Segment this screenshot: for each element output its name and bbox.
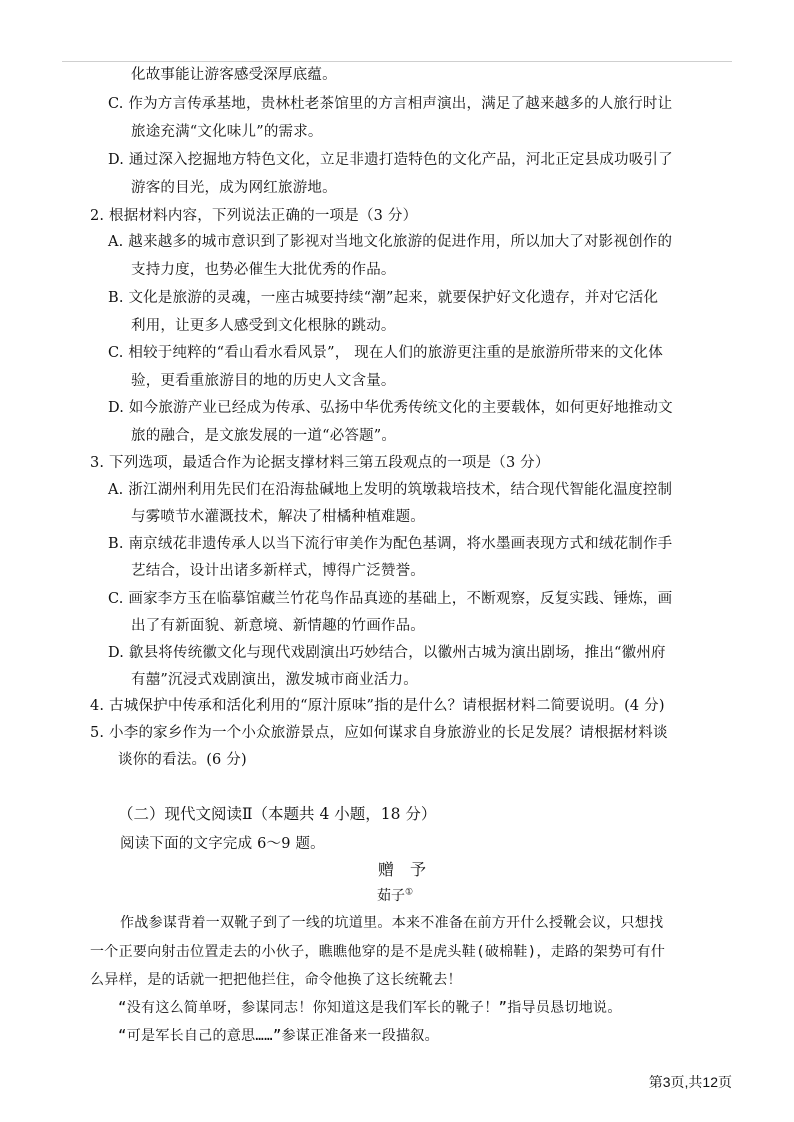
q2-option-b-line2: 利用，让更多人感受到文化根脉的跳动。 xyxy=(131,318,396,334)
author-footnote-marker: ① xyxy=(405,887,414,898)
story-p1-line3: 么异样，是的话就一把把他拦住，命令他换了这长统靴去！ xyxy=(90,972,462,988)
story-title: 赠 予 xyxy=(378,860,427,879)
story-p1-line1: 作战参谋背着一双靴子到了一线的坑道里。本来不准备在前方开什么授靴会议，只想找 xyxy=(120,915,664,931)
page-number: 第3页,共12页 xyxy=(648,1074,732,1090)
q3-option-d-line1: D. 歙县将传统徽文化与现代戏剧演出巧妙结合，以徽州古城为演出剧场，推出“徽州府 xyxy=(108,645,666,661)
q3-option-b-line1: B. 南京绒花非遗传承人以当下流行审美作为配色基调，将水墨画表现方式和绒花制作手 xyxy=(108,536,673,552)
q2-option-c-line1: C. 相较于纯粹的“看山看水看风景”， 现在人们的旅游更注重的是旅游所带来的文化体 xyxy=(108,345,663,361)
q1-option-c-line1: C. 作为方言传承基地，贵林杜老茶馆里的方言相声演出，满足了越来越多的人旅行时让 xyxy=(108,96,673,112)
story-p1-line2: 一个正要向射击位置走去的小伙子，瞧瞧他穿的是不是虎头鞋(破棉鞋)，走路的架势可有什 xyxy=(90,944,666,960)
q2-option-b-line1: B. 文化是旅游的灵魂，一座古城要持续“潮”起来，就要保护好文化遗存，并对它活化 xyxy=(108,290,659,306)
q2-option-a-line1: A. 越来越多的城市意识到了影视对当地文化旅游的促进作用，所以加大了对影视创作的 xyxy=(108,234,673,250)
q2-option-d-line2: 旅的融合，是文旅发展的一道“必答题”。 xyxy=(131,428,397,444)
q3-option-a-line1: A. 浙江湖州利用先民们在沿海盐碱地上发明的筑墩栽培技术，结合现代智能化温度控制 xyxy=(108,482,673,498)
story-p2: “没有这么简单呀，参谋同志！你知道这是我们军长的靴子！”指导员恳切地说。 xyxy=(118,1000,622,1016)
q3-option-d-line2: 有囍”沉浸式戏剧演出，激发城市商业活力。 xyxy=(131,672,418,688)
header-rule xyxy=(62,61,732,62)
q1-option-d-line2: 游客的目光，成为网红旅游地。 xyxy=(131,180,337,196)
author-name: 茹子 xyxy=(377,888,405,904)
q2-stem: 2. 根据材料内容，下列说法正确的一项是（3 分） xyxy=(90,208,418,224)
q2-option-d-line1: D. 如今旅游产业已经成为传承、弘扬中华优秀传统文化的主要载体，如何更好地推动文 xyxy=(108,400,673,416)
story-author xyxy=(377,886,413,906)
q5-stem-line1: 5. 小李的家乡作为一个小众旅游景点，应如何谋求自身旅游业的长足发展？请根据材料谈 xyxy=(90,725,668,741)
q3-option-c-line1: C. 画家李方玉在临摹馆藏兰竹花鸟作品真迹的基础上，不断观察，反复实践、锤炼，画 xyxy=(108,591,673,607)
q3-option-a-line2: 与雾喷节水灌溉技术，解决了柑橘种植难题。 xyxy=(131,509,425,525)
story-p3: “可是军长自己的意思……”参谋正准备来一段描叙。 xyxy=(118,1028,439,1044)
q1-option-c-line2: 旅途充满“文化味儿”的需求。 xyxy=(131,124,323,140)
section-instruction: 阅读下面的文字完成 6～9 题。 xyxy=(120,836,325,852)
q5-stem-line2: 谈你的看法。(6 分) xyxy=(118,752,247,768)
q3-option-c-line2: 出了有新面貌、新意境、新情趣的竹画作品。 xyxy=(131,618,425,634)
q2-option-a-line2: 支持力度，也势必催生大批优秀的作品。 xyxy=(131,262,396,278)
q3-option-b-line2: 艺结合，设计出诸多新样式，博得广泛赞誉。 xyxy=(131,563,425,579)
q1-option-b-continuation: 化故事能让游客感受深厚底蕴。 xyxy=(131,67,337,83)
section-heading: （二）现代文阅读Ⅱ（本题共 4 小题，18 分） xyxy=(118,805,437,823)
q3-stem: 3. 下列选项，最适合作为论据支撑材料三第五段观点的一项是（3 分） xyxy=(90,455,550,471)
q4-stem: 4. 古城保护中传承和活化利用的“原汁原味”指的是什么？请根据材料二简要说明。(4 分) xyxy=(90,698,665,714)
q2-option-c-line2: 验，更看重旅游目的地的历史人文含量。 xyxy=(131,373,396,389)
q1-option-d-line1: D. 通过深入挖掘地方特色文化，立足非遗打造特色的文化产品，河北正定县成功吸引了 xyxy=(108,152,673,168)
